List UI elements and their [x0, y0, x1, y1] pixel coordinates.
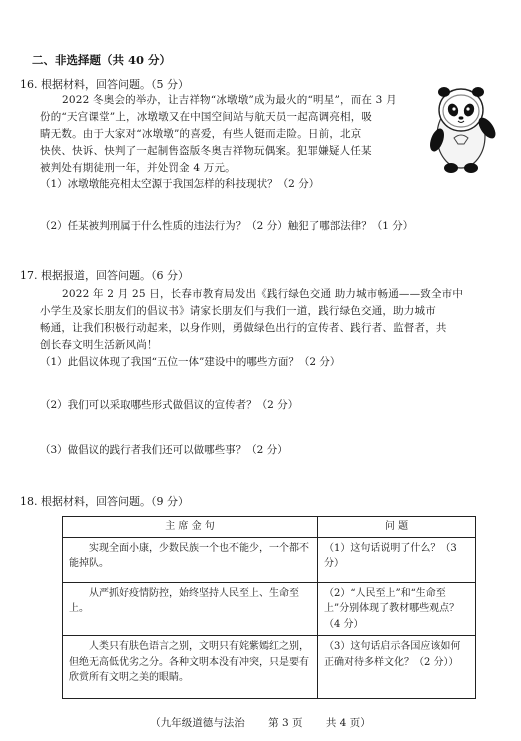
q16-sub-question-1: （1）冰墩墩能亮相太空源于我国怎样的科技现状？（2 分）: [40, 178, 320, 190]
q18-question-3: （3）这句话启示各国应该如何正确对待多样文化？（2 分））: [324, 641, 461, 668]
footer-course: （九年级道德与法治: [150, 717, 245, 729]
q16-line-3: 睛无数。由于大家对“冰墩墩”的喜爱，有些人铤而走险。日前，北京: [40, 128, 362, 140]
q17-sub-question-3: （3）做倡议的践行者我们还可以做哪些事？（2 分）: [40, 444, 288, 456]
q18-table-header-row: [63, 517, 476, 538]
mascot-icon: [424, 82, 498, 174]
q18-table-row: [63, 636, 476, 699]
q17-line-2: 小学生及家长朋友们的倡议书》请家长朋友们与我们一道，践行绿色交通，助力城市: [40, 305, 436, 317]
q18-table-row: [63, 582, 476, 636]
q18-quote-2: 从严抓好疫情防控，始终坚持人民至上、生命至上。: [69, 587, 299, 614]
q18-table: [62, 516, 476, 699]
q16-sub-question-2: （2）任某被判刑属于什么性质的违法行为？（2 分）触犯了哪部法律？（1 分）: [40, 220, 414, 232]
q17-line-1: 2022 年 2 月 25 日，长春市教育局发出《践行绿色交通 助力城市畅通——致全市中: [62, 288, 464, 300]
page-footer: [0, 716, 521, 732]
q18-heading: 18. 根据材料，回答问题。（9 分）: [20, 495, 189, 508]
footer-page-number: 第 3 页: [268, 717, 303, 729]
q16-line-5: 被判处有期徒刑一年，并处罚金 4 万元。: [40, 162, 236, 174]
footer-total-pages: 共 4 页）: [325, 717, 371, 729]
q16-heading: 16. 根据材料，回答问题。（5 分）: [20, 78, 189, 91]
q18-question-1: （1）这句话说明了什么？（3 分）: [324, 542, 457, 569]
q18-quote-3: 人类只有肤色语言之别，文明只有姹紫嫣红之别，但绝无高低优劣之分。各种文明本没有冲突，只是要有欣赏所有文明之美的眼睛。: [69, 641, 309, 683]
q16-line-1: 2022 冬奥会的举办，让吉祥物“冰墩墩”成为最火的“明星”，而在 3 月: [62, 94, 397, 106]
q18-table-row: [63, 537, 476, 582]
q16-line-4: 快侠、快诉、快判了一起制售盗版冬奥吉祥物玩偶案。犯罪嫌疑人任某: [40, 145, 372, 157]
q18-quote-1: 实现全面小康，少数民族一个也不能少，一个都不能掉队。: [69, 542, 309, 569]
q18-column-question-header: 问 题: [318, 517, 476, 538]
q17-heading: 17. 根据报道，回答问题。（6 分）: [20, 269, 189, 282]
q17-line-4: 创长春文明生活新风尚！: [40, 339, 158, 351]
q16-line-2: 份的“天宫课堂”上，冰墩墩又在中国空间站与航天员一起高调亮相，吸: [40, 111, 373, 123]
q18-column-quote-header: 主 席 金 句: [63, 517, 318, 538]
q17-sub-question-1: （1）此倡议体现了我国“五位一体”建设中的哪些方面？（2 分）: [40, 356, 341, 368]
q18-question-2: （2）“人民至上”和“生命至上”分别体现了教材哪些观点？（4 分）: [324, 587, 460, 630]
section-title: 二、非选择题（共 40 分）: [32, 53, 172, 67]
q17-line-3: 畅通，让我们积极行动起来，以身作则，勇做绿色出行的宣传者、践行者、监督者，共: [40, 322, 447, 334]
q17-sub-question-2: （2）我们可以采取哪些形式做倡议的宣传者？（2 分）: [40, 399, 299, 411]
